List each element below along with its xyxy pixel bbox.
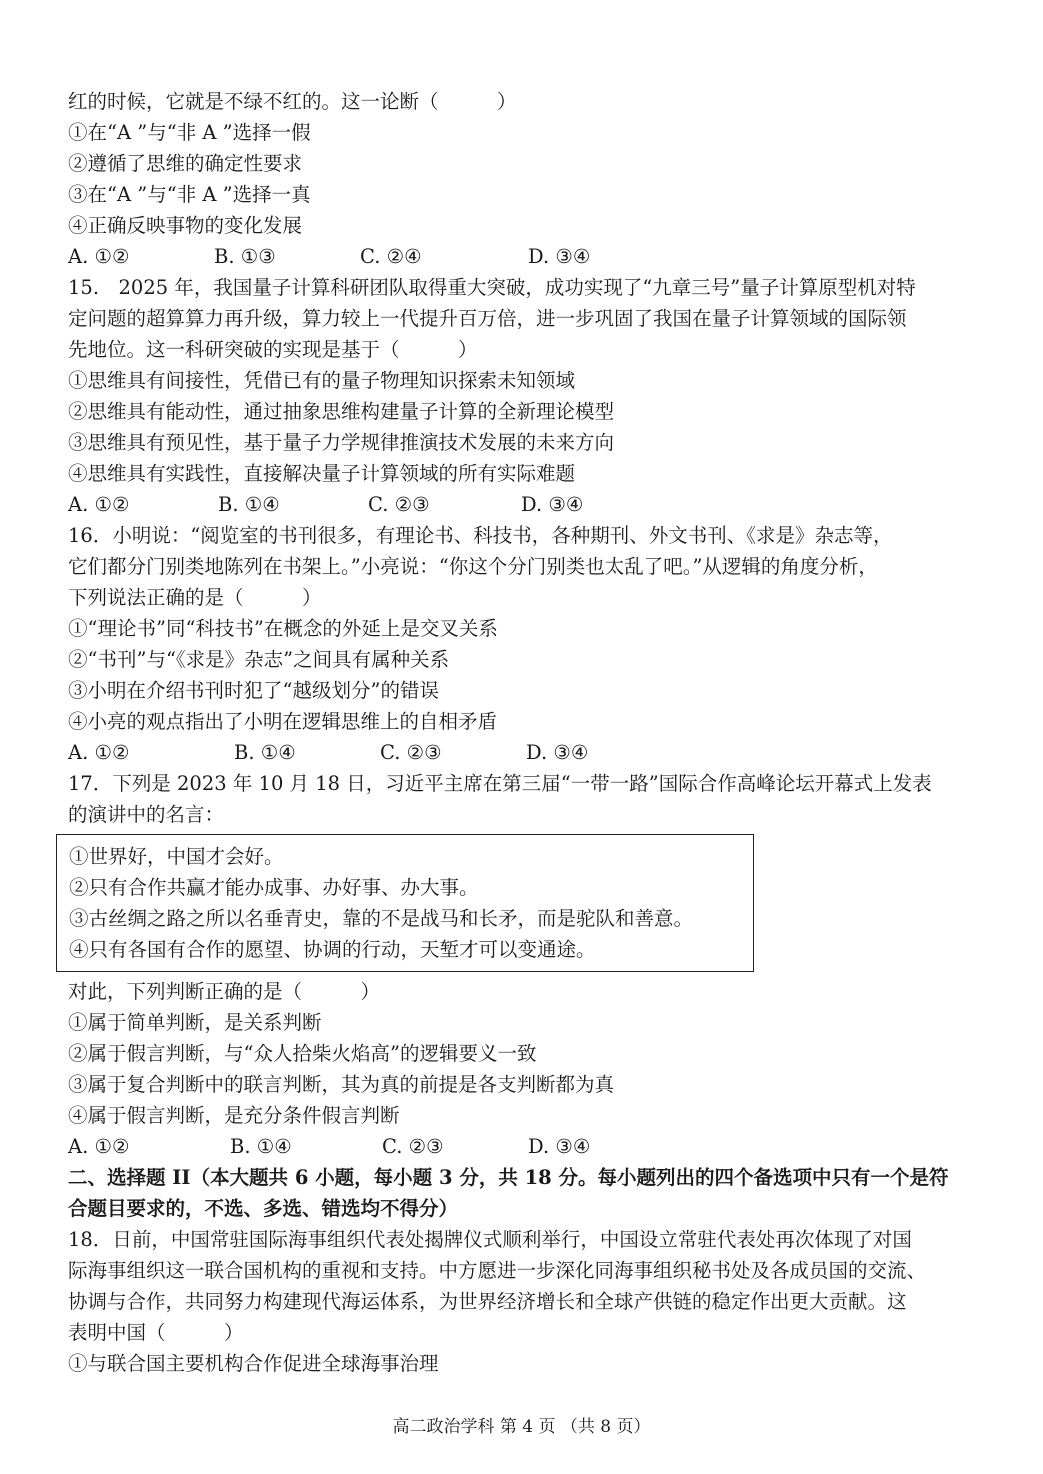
- choice-c: C. ②③: [380, 741, 442, 764]
- q17-option: ③属于复合判断中的联言判断，其为真的前提是各支判断都为真: [68, 1073, 615, 1096]
- choice-d: D. ③④: [528, 245, 591, 268]
- q16-option: ①“理论书”同“科技书”在概念的外延上是交叉关系: [68, 617, 498, 640]
- q15-option: ①思维具有间接性，凭借已有的量子物理知识探索未知领域: [68, 369, 576, 392]
- q14-option: ②遵循了思维的确定性要求: [68, 152, 303, 175]
- q17-option: ②属于假言判断，与“众人拾柴火焰高”的逻辑要义一致: [68, 1042, 537, 1065]
- q14-stem-end: 红的时候，它就是不绿不红的。这一论断（ ）: [68, 90, 517, 113]
- q14-option: ①在“A ”与“非 A ”选择一假: [68, 121, 311, 144]
- q18-stem-line: 际海事组织这一联合国机构的重视和支持。中方愿进一步深化同海事组织秘书处及各成员国的交流、: [68, 1259, 927, 1282]
- choice-d: D. ③④: [521, 493, 584, 516]
- choice-a: A. ①②: [68, 245, 130, 268]
- q15-stem-line: 定问题的超算算力再升级，算力较上一代提升百万倍，进一步巩固了我国在量子计算领域的国际领: [68, 307, 907, 330]
- page-footer: 高二政治学科 第 4 页 （共 8 页）: [392, 1417, 651, 1437]
- q18-option: ①与联合国主要机构合作促进全球海事治理: [68, 1352, 439, 1375]
- choice-c: C. ②③: [382, 1135, 444, 1158]
- q18-stem-line: 表明中国（ ）: [68, 1321, 244, 1344]
- choice-c: C. ②④: [360, 245, 422, 268]
- q16-stem-line: 16．小明说：“阅览室的书刊很多，有理论书、科技书，各种期刊、外文书刊、《求是》杂志等，: [68, 524, 893, 547]
- section-heading-line: 合题目要求的，不选、多选、错选均不得分）: [68, 1197, 459, 1220]
- q17-option: ④属于假言判断，是充分条件假言判断: [68, 1104, 400, 1127]
- section-heading-line: 二、选择题 II（本大题共 6 小题，每小题 3 分，共 18 分。每小题列出的四个备选项中只有一个是符: [68, 1166, 949, 1189]
- choice-d: D. ③④: [526, 741, 589, 764]
- choice-c: C. ②③: [368, 493, 430, 516]
- q15-stem-line: 15. 2025 年，我国量子计算科研团队取得重大突破，成功实现了“九章三号”量子计算原型机对特: [68, 276, 916, 299]
- choice-d: D. ③④: [528, 1135, 591, 1158]
- choice-b: B. ①③: [214, 245, 276, 268]
- q16-choices: [68, 737, 980, 768]
- q14-option: ④正确反映事物的变化发展: [68, 214, 303, 237]
- quote-line: ④只有各国有合作的愿望、协调的行动，天堑才可以变通途。: [69, 938, 596, 961]
- choice-a: A. ①②: [68, 741, 130, 764]
- q16-option: ③小明在介绍书刊时犯了“越级划分”的错误: [68, 679, 439, 702]
- q17-question: 对此，下列判断正确的是（ ）: [68, 980, 381, 1003]
- q18-stem-line: 18．日前，中国常驻国际海事组织代表处揭牌仪式顺利举行，中国设立常驻代表处再次体现了对国: [68, 1228, 912, 1251]
- q14-choices: [68, 241, 980, 272]
- quote-line: ②只有合作共赢才能办成事、办好事、办大事。: [69, 876, 479, 899]
- q18-stem-line: 协调与合作，共同努力构建现代海运体系，为世界经济增长和全球产供链的稳定作出更大贡献。这: [68, 1290, 907, 1313]
- quote-box: [56, 834, 754, 972]
- q15-option: ②思维具有能动性，通过抽象思维构建量子计算的全新理论模型: [68, 400, 615, 423]
- q14-option: ③在“A ”与“非 A ”选择一真: [68, 183, 311, 206]
- quote-line: ③古丝绸之路之所以名垂青史，靠的不是战马和长矛，而是驼队和善意。: [69, 907, 694, 930]
- q16-option: ④小亮的观点指出了小明在逻辑思维上的自相矛盾: [68, 710, 498, 733]
- q17-stem-line: 17．下列是 2023 年 10 月 18 日，习近平主席在第三届“一带一路”国际合作高峰论坛开幕式上发表: [68, 772, 932, 795]
- q15-stem-line: 先地位。这一科研突破的实现是基于（ ）: [68, 338, 478, 361]
- q16-stem-line: 下列说法正确的是（ ）: [68, 586, 322, 609]
- q15-choices: [68, 489, 980, 520]
- q15-option: ④思维具有实践性，直接解决量子计算领域的所有实际难题: [68, 462, 576, 485]
- q17-option: ①属于简单判断，是关系判断: [68, 1011, 322, 1034]
- q16-option: ②“书刊”与“《求是》杂志”之间具有属种关系: [68, 648, 450, 671]
- page-content: [68, 86, 980, 1379]
- q15-option: ③思维具有预见性，基于量子力学规律推演技术发展的未来方向: [68, 431, 615, 454]
- choice-a: A. ①②: [68, 1135, 130, 1158]
- choice-b: B. ①④: [218, 493, 280, 516]
- q17-choices: [68, 1131, 980, 1162]
- quote-line: ①世界好，中国才会好。: [69, 845, 284, 868]
- choice-a: A. ①②: [68, 493, 130, 516]
- q16-stem-line: 它们都分门别类地陈列在书架上。”小亮说：“你这个分门别类也太乱了吧。”从逻辑的角度分析，: [68, 555, 878, 578]
- q17-stem-line: 的演讲中的名言：: [68, 803, 225, 826]
- choice-b: B. ①④: [234, 741, 296, 764]
- choice-b: B. ①④: [230, 1135, 292, 1158]
